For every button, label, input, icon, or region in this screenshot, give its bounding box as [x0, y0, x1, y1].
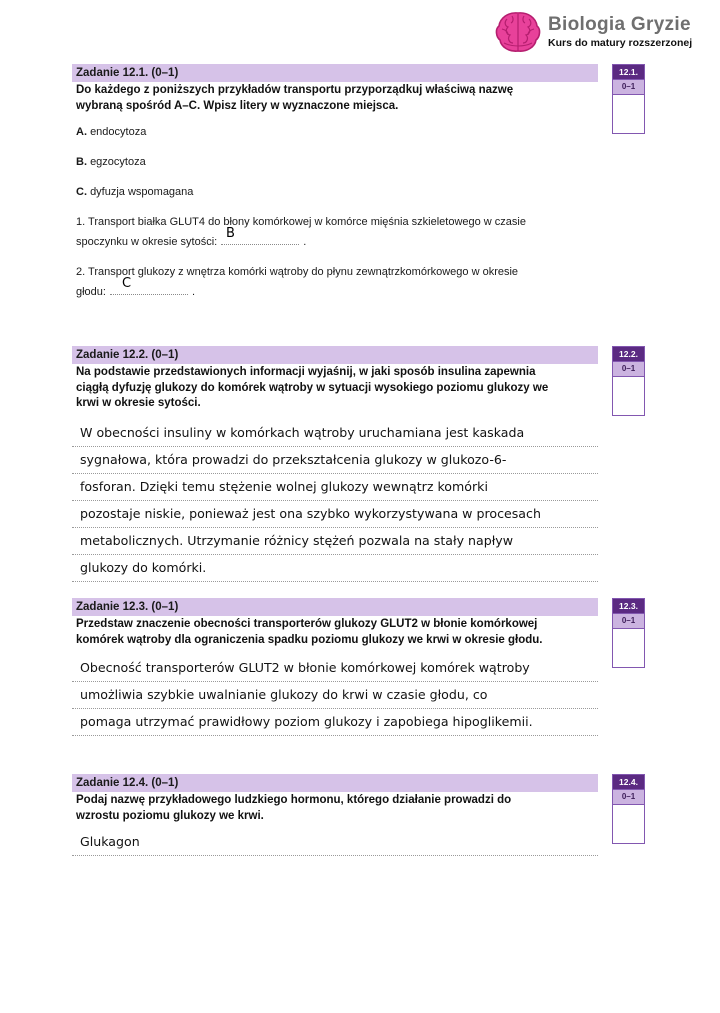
- option-a: [76, 126, 598, 138]
- answer-line[interactable]: pozostaje niskie, ponieważ jest ona szybko wykorzystywana w procesach: [72, 501, 598, 528]
- score-box-12-1-id: 12.1.: [613, 65, 644, 80]
- answer-line[interactable]: Glukagon: [72, 829, 598, 856]
- statement-1-prefix: spoczynku w okresie sytości:: [76, 235, 218, 248]
- task-12-2-header: Zadanie 12.2. (0–1): [72, 346, 598, 364]
- task-12-4-instruction-line-2: wzrostu poziomu glukozy we krwi.: [76, 809, 264, 822]
- score-box-12-2: [612, 346, 645, 416]
- answer-line[interactable]: metabolicznych. Utrzymanie różnicy stężeń pozwala na stały napływ: [72, 528, 598, 555]
- task-12-3-instruction-line-1: Przedstaw znaczenie obecności transporterów glukozy GLUT2 w błonie komórkowej: [76, 618, 538, 631]
- task-12-3-instruction-line-2: komórek wątroby dla ograniczenia spadku poziomu glukozy we krwi w okresie głodu.: [76, 633, 543, 646]
- statement-1-answer-value: B: [226, 225, 235, 241]
- statement-1-number: 1.: [76, 216, 86, 228]
- score-box-12-2-range: 0–1: [613, 362, 644, 377]
- option-c-text: dyfuzja wspomagana: [90, 185, 194, 198]
- task-12-2-instruction: [72, 364, 598, 411]
- answer-line[interactable]: umożliwia szybkie uwalnianie glukozy do krwi w czasie głodu, co: [72, 682, 598, 709]
- answer-line[interactable]: W obecności insuliny w komórkach wątroby uruchamiana jest kaskada: [72, 420, 598, 447]
- statement-1-suffix: .: [303, 235, 307, 248]
- task-12-2-instruction-line-1: Na podstawie przedstawionych informacji wyjaśnij, w jaki sposób insulina zapewnia: [76, 366, 536, 379]
- statement-2-prefix: głodu:: [76, 285, 106, 298]
- task-12-2-instruction-line-2: ciągłą dyfuzję glukozy do komórek wątroby w sytuacji wysokiego poziomu glukozy we: [76, 381, 549, 394]
- answer-line[interactable]: Obecność transporterów GLUT2 w błonie komórkowej komórek wątroby: [72, 655, 598, 682]
- option-c-letter: C.: [76, 185, 87, 198]
- option-c: [76, 186, 598, 198]
- score-box-12-2-id: 12.2.: [613, 347, 644, 362]
- answer-line[interactable]: fosforan. Dzięki temu stężenie wolnej glukozy wewnątrz komórki: [72, 474, 598, 501]
- answer-line[interactable]: pomaga utrzymać prawidłowy poziom glukozy i zapobiega hipoglikemii.: [72, 709, 598, 736]
- score-box-12-1-value[interactable]: [613, 95, 644, 133]
- brand-text: [548, 15, 692, 50]
- statement-2-text: Transport glukozy z wnętrza komórki wątroby do płynu zewnątrzkomórkowego w okresie: [88, 265, 519, 278]
- score-box-12-3-id: 12.3.: [613, 599, 644, 614]
- option-a-text: endocytoza: [90, 125, 147, 138]
- statement-1-answer-row: [76, 225, 598, 248]
- task-12-4-instruction: [72, 792, 598, 823]
- score-box-12-3-value[interactable]: [613, 629, 644, 667]
- score-box-12-4-range: 0–1: [613, 790, 644, 805]
- score-box-12-3-range: 0–1: [613, 614, 644, 629]
- statement-2-number: 2.: [76, 265, 86, 278]
- task-12-1-instruction-line-2: wybraną spośród A–C. Wpisz litery w wyznaczone miejsca.: [76, 99, 399, 112]
- score-box-12-1-range: 0–1: [613, 80, 644, 95]
- statement-2-line-1: [76, 266, 598, 280]
- statement-1-text: Transport białka GLUT4 do błony komórkowej w komórce mięśnia szkieletowego w czasie: [88, 216, 526, 228]
- task-12-1-statements: [72, 216, 598, 298]
- task-12-2-answer[interactable]: [72, 420, 598, 582]
- option-b-letter: B.: [76, 155, 87, 168]
- brand-subtitle: Kurs do matury rozszerzonej: [548, 36, 693, 49]
- score-box-12-4-value[interactable]: [613, 805, 644, 843]
- task-12-3-instruction: [72, 616, 598, 647]
- task-12-1-instruction: [72, 82, 598, 113]
- task-12-4: [72, 774, 598, 824]
- statement-2-answer-blank[interactable]: [110, 293, 188, 295]
- task-12-2-instruction-line-3: krwi w okresie sytości.: [76, 396, 201, 409]
- brand-title: Biologia Gryzie: [548, 13, 691, 35]
- score-box-12-4: [612, 774, 645, 844]
- statement-2-answer-value: C: [122, 275, 132, 291]
- option-a-letter: A.: [76, 125, 87, 138]
- brand-header: [494, 6, 720, 58]
- task-12-1-options: [72, 126, 598, 198]
- score-box-12-2-value[interactable]: [613, 377, 644, 415]
- option-b: [76, 156, 598, 168]
- answer-line[interactable]: glukozy do komórki.: [72, 555, 598, 582]
- task-12-4-answer[interactable]: [72, 829, 598, 856]
- task-12-4-header: Zadanie 12.4. (0–1): [72, 774, 598, 792]
- statement-2-answer-row: [76, 275, 598, 298]
- brain-icon: [494, 10, 542, 54]
- task-12-1: [72, 64, 598, 316]
- task-12-3-header: Zadanie 12.3. (0–1): [72, 598, 598, 616]
- score-box-12-4-id: 12.4.: [613, 775, 644, 790]
- option-b-text: egzocytoza: [90, 155, 146, 168]
- score-box-12-3: [612, 598, 645, 668]
- statement-1-answer-blank[interactable]: [221, 243, 299, 245]
- task-12-1-header: Zadanie 12.1. (0–1): [72, 64, 598, 82]
- answer-line[interactable]: sygnałowa, która prowadzi do przekształcenia glukozy w glukozo-6-: [72, 447, 598, 474]
- statement-1-line-1: [76, 216, 598, 230]
- score-box-12-1: [612, 64, 645, 134]
- task-12-3: [72, 598, 598, 648]
- statement-2-suffix: .: [191, 285, 196, 298]
- task-12-1-instruction-line-1: Do każdego z poniższych przykładów transportu przyporządkuj właściwą nazwę: [76, 84, 514, 97]
- task-12-4-instruction-line-1: Podaj nazwę przykładowego ludzkiego hormonu, którego działanie prowadzi do: [76, 794, 512, 807]
- task-12-2: [72, 346, 598, 411]
- task-12-3-answer[interactable]: [72, 655, 598, 736]
